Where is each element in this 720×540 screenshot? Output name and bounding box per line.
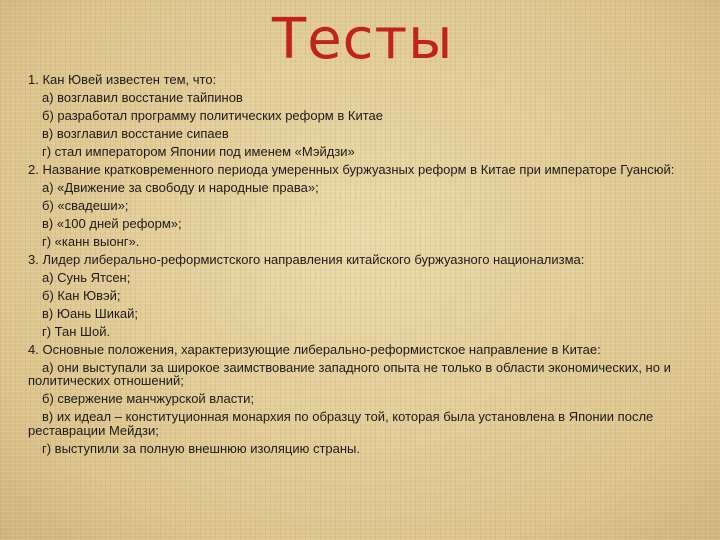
test-content bbox=[28, 71, 688, 460]
answer-option: б) свержение манчжурской власти; bbox=[42, 391, 255, 407]
answer-option: а) они выступали за широкое заимствование западного опыта не только в области экономических, но и политических отношений; bbox=[28, 359, 671, 389]
slide-title: Тесты bbox=[272, 7, 454, 72]
question-2 bbox=[28, 163, 688, 249]
answer-option: б) «свадеши»; bbox=[42, 197, 129, 213]
answer-option: в) возглавил восстание сипаев bbox=[42, 125, 229, 141]
question-4 bbox=[28, 343, 688, 456]
answer-option: в) Юань Шикай; bbox=[42, 305, 139, 321]
answer-option: а) Сунь Ятсен; bbox=[42, 269, 131, 285]
answer-option: б) разработал программу политических реформ в Китае bbox=[42, 107, 383, 123]
answer-option: а) возглавил восстание тайпинов bbox=[42, 89, 243, 105]
question-3 bbox=[28, 253, 688, 339]
question-text: 4. Основные положения, характеризующие либерально-реформистское направление в Китае: bbox=[28, 341, 601, 357]
answer-option: г) выступили за полную внешнюю изоляцию страны. bbox=[42, 440, 361, 456]
answer-option: а) «Движение за свободу и народные права»; bbox=[42, 179, 319, 195]
answer-option: г) стал императором Японии под именем «Мэйдзи» bbox=[42, 143, 355, 159]
answer-option: г) Тан Шой. bbox=[42, 323, 111, 339]
question-text: 1. Кан Ювей известен тем, что: bbox=[28, 72, 217, 87]
answer-option: в) «100 дней реформ»; bbox=[42, 215, 182, 231]
question-text: 3. Лидер либерально-реформистского направления китайского буржуазного национализма: bbox=[28, 251, 585, 267]
answer-option: г) «канн выонг». bbox=[42, 233, 140, 249]
question-text: 2. Название кратковременного периода умеренных буржуазных реформ в Китае при императоре Гуансюй: bbox=[28, 161, 675, 177]
question-1 bbox=[28, 73, 688, 159]
answer-option: в) их идеал – конституционная монархия по образцу той, которая была установлена в Японии после реставрации Мейдзи; bbox=[28, 409, 654, 438]
answer-option: б) Кан Ювэй; bbox=[42, 287, 121, 303]
